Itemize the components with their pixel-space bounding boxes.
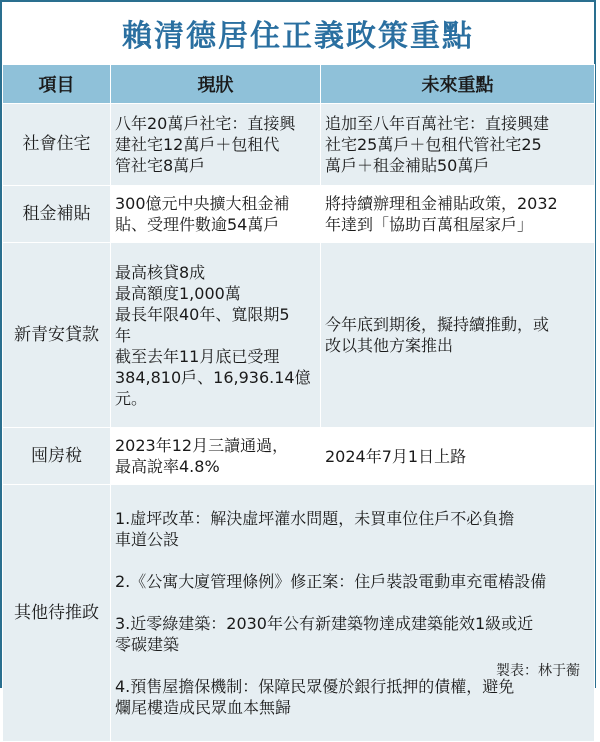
row-label: 社會住宅 [3, 104, 111, 186]
row-current: 2023年12月三讀通過， 最高說率4.8% [111, 428, 321, 485]
row-future: 將持續辦理租金補貼政策，2032 年達到「協助百萬租屋家戶」 [321, 186, 595, 243]
row-current: 八年20萬戶社宅：直接興 建社宅12萬戶＋包租代 管社宅8萬戶 [111, 104, 321, 186]
policy-table [2, 64, 595, 742]
row-future: 2024年7月1日上路 [321, 428, 595, 485]
row-label: 囤房稅 [3, 428, 111, 485]
other-item: 2.《公寓大廈管理條例》修正案：住戶裝設電動車充電樁設備 [115, 572, 547, 591]
other-items [111, 485, 595, 742]
row-label: 新青安貸款 [3, 243, 111, 428]
other-item: 3.近零綠建築：2030年公有新建築物達成建築能效1級或近 零碳建築 [115, 614, 534, 654]
row-current: 300億元中央擴大租金補 貼、受理件數逾54萬戶 [111, 186, 321, 243]
row-future: 追加至八年百萬社宅：直接興建 社宅25萬戶＋包租代管社宅25 萬戶＋租金補貼50萬戶 [321, 104, 595, 186]
table-header-row [3, 65, 595, 104]
header-current: 現狀 [111, 65, 321, 104]
row-current: 最高核貸8成 最高額度1,000萬 最長年限40年、寬限期5 年 截至去年11月底已受理 384,810戶、16,936.14億 元。 [111, 243, 321, 428]
row-label: 租金補貼 [3, 186, 111, 243]
header-future: 未來重點 [321, 65, 595, 104]
table-row [3, 243, 595, 428]
table-row [3, 104, 595, 186]
other-item: 4.預售屋擔保機制：保障民眾優於銀行抵押的債權，避免 爛尾樓造成民眾血本無歸 [115, 677, 515, 717]
table-row [3, 186, 595, 243]
row-label: 其他待推政 [3, 485, 111, 742]
row-future: 今年底到期後，擬持續推動，或 改以其他方案推出 [321, 243, 595, 428]
other-item: 1.虛坪改革：解決虛坪灌水問題，未買車位住戶不必負擔 車道公設 [115, 509, 515, 549]
credit-note: 製表：林于蘅 [496, 663, 580, 679]
table-row [3, 428, 595, 485]
page-title: 賴清德居住正義政策重點 [122, 19, 474, 54]
header-item: 項目 [3, 65, 111, 104]
table-row [3, 485, 595, 742]
